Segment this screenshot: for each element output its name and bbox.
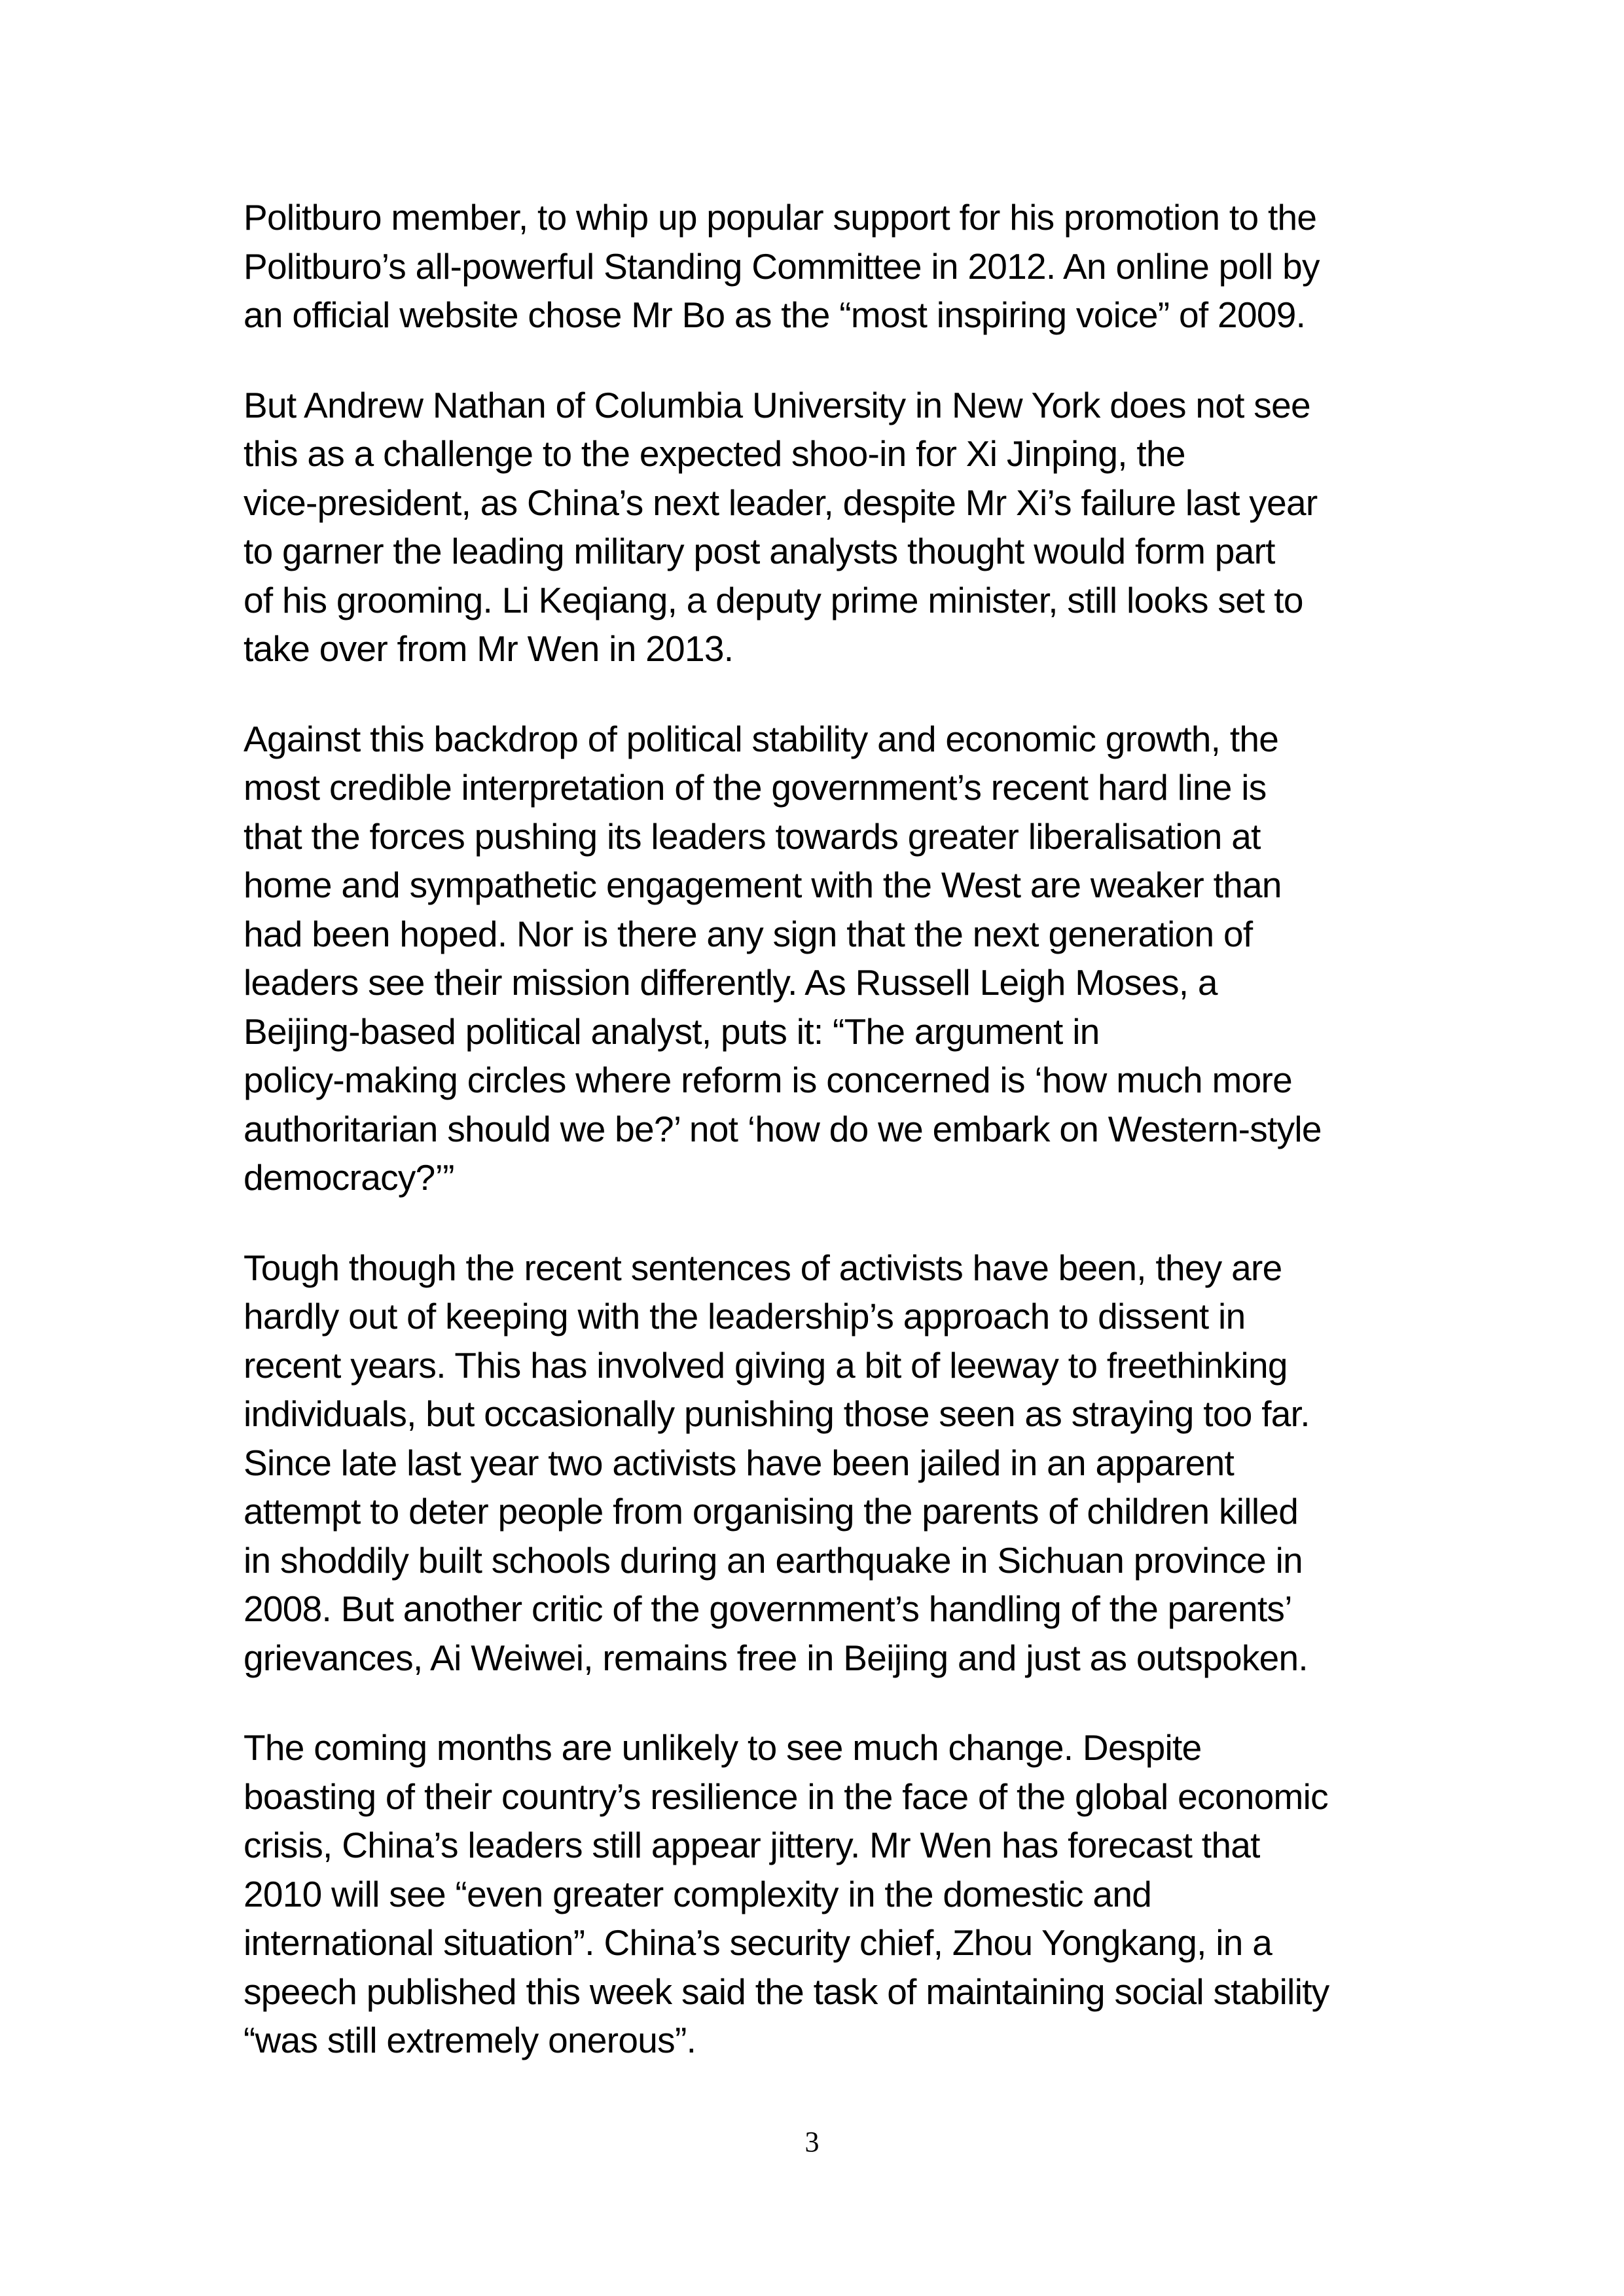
text-line: recent years. This has involved giving a bit of leeway to freethinking bbox=[244, 1344, 1288, 1386]
text-line: this as a challenge to the expected shoo-in for Xi Jinping, the bbox=[244, 433, 1185, 474]
text-line: that the forces pushing its leaders towards greater liberalisation at bbox=[244, 816, 1261, 857]
text-line: most credible interpretation of the government’s recent hard line is bbox=[244, 767, 1267, 808]
text-line: an official website chose Mr Bo as the “most inspiring voice” of 2009. bbox=[244, 295, 1306, 335]
text-line: Politburo member, to whip up popular support for his promotion to the bbox=[244, 197, 1317, 238]
page-number: 3 bbox=[804, 2126, 820, 2158]
text-line: Since late last year two activists have been jailed in an apparent bbox=[244, 1442, 1235, 1483]
text-line: policy-making circles where reform is concerned is ‘how much more bbox=[244, 1060, 1293, 1100]
paragraph bbox=[244, 715, 1396, 1202]
text-line: home and sympathetic engagement with the West are weaker than bbox=[244, 865, 1282, 905]
text-line: The coming months are unlikely to see much change. Despite bbox=[244, 1727, 1202, 1768]
text-line: international situation”. China’s security chief, Zhou Yongkang, in a bbox=[244, 1922, 1272, 1963]
text-line: 2010 will see “even greater complexity in the domestic and bbox=[244, 1873, 1152, 1914]
text-line: But Andrew Nathan of Columbia University in New York does not see bbox=[244, 384, 1310, 425]
text-line: democracy?’” bbox=[244, 1157, 454, 1198]
paragraph bbox=[244, 381, 1396, 673]
text-line: leaders see their mission differently. As Russell Leigh Moses, a bbox=[244, 962, 1218, 1003]
text-line: of his grooming. Li Keqiang, a deputy prime minister, still looks set to bbox=[244, 579, 1303, 620]
text-line: “was still extremely onerous”. bbox=[244, 2020, 696, 2060]
text-line: had been hoped. Nor is there any sign that the next generation of bbox=[244, 913, 1253, 954]
text-line: Politburo’s all-powerful Standing Committee in 2012. An online poll by bbox=[244, 245, 1320, 287]
text-line: in shoddily built schools during an earthquake in Sichuan province in bbox=[244, 1539, 1303, 1581]
text-line: speech published this week said the task of maintaining social stability bbox=[244, 1971, 1329, 2012]
paragraph bbox=[244, 1244, 1396, 1683]
text-line: boasting of their country’s resilience in the face of the global economic bbox=[244, 1776, 1328, 1817]
text-line: individuals, but occasionally punishing those seen as straying too far. bbox=[244, 1393, 1310, 1434]
text-line: 2008. But another critic of the government’s handling of the parents’ bbox=[244, 1588, 1292, 1629]
text-line: to garner the leading military post analysts thought would form part bbox=[244, 531, 1275, 571]
paragraph bbox=[244, 1723, 1396, 2065]
text-line: authoritarian should we be?’ not ‘how do we embark on Western-style bbox=[244, 1108, 1322, 1149]
text-line: Against this backdrop of political stability and economic growth, the bbox=[244, 718, 1279, 759]
text-line: Tough though the recent sentences of activists have been, they are bbox=[244, 1247, 1282, 1288]
paragraph bbox=[244, 193, 1396, 340]
text-line: vice-president, as China’s next leader, despite Mr Xi’s failure last year bbox=[244, 482, 1318, 523]
text-line: hardly out of keeping with the leadership’s approach to dissent in bbox=[244, 1296, 1246, 1336]
document-text-block bbox=[244, 193, 1396, 2106]
text-line: grievances, Ai Weiwei, remains free in Beijing and just as outspoken. bbox=[244, 1637, 1308, 1678]
text-line: take over from Mr Wen in 2013. bbox=[244, 628, 734, 669]
text-line: crisis, China’s leaders still appear jittery. Mr Wen has forecast that bbox=[244, 1825, 1260, 1865]
text-line: attempt to deter people from organising the parents of children killed bbox=[244, 1491, 1299, 1532]
text-line: Beijing-based political analyst, puts it: “The argument in bbox=[244, 1011, 1100, 1052]
